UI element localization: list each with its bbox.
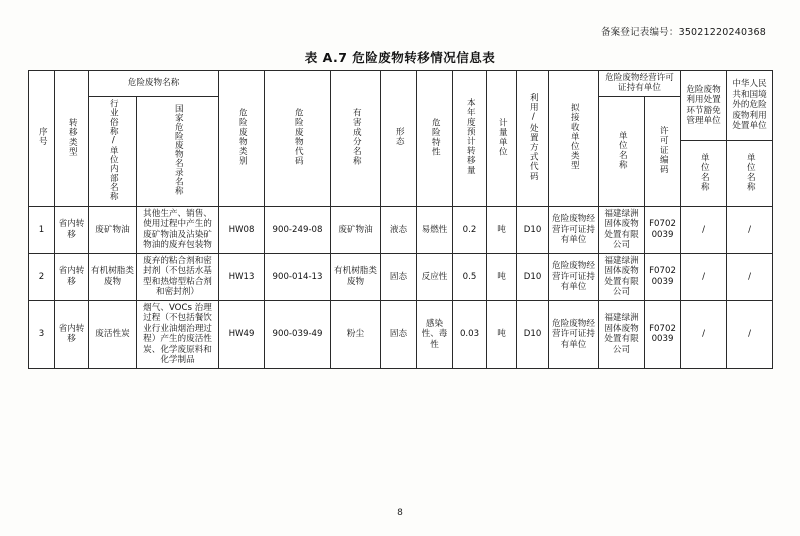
cell-harmful-component: 粉尘 [331, 300, 381, 368]
header-receiver-type: 拟接收单位类型 [549, 71, 599, 207]
cell-catalog-name: 废弃的粘合剂和密封剂（不包括水基型和热熔型粘合剂和密封剂） [137, 253, 219, 300]
cell-overseas-unit-name: / [727, 206, 773, 253]
cell-transfer-type: 省内转移 [55, 253, 89, 300]
cell-waste-code: 900-014-13 [265, 253, 331, 300]
table-body [29, 206, 773, 368]
cell-transfer-type: 省内转移 [55, 300, 89, 368]
cell-unit: 吨 [487, 300, 517, 368]
header-unit: 计量单位 [487, 71, 517, 207]
header-group-waste-name: 危险废物名称 [89, 71, 219, 97]
cell-form: 固态 [381, 300, 417, 368]
cell-planned-amount: 0.5 [453, 253, 487, 300]
header-overseas-unit-name: 单位名称 [727, 141, 773, 207]
cell-overseas-unit-name: / [727, 300, 773, 368]
header-disposal-code: 利用/处置方式代码 [517, 71, 549, 207]
document-number: 备案登记表编号：35021220240368 [600, 27, 766, 38]
header-waste-code: 危险废物代码 [265, 71, 331, 207]
cell-receiver-type: 危险废物经营许可证持有单位 [549, 253, 599, 300]
cell-industry-name: 废活性炭 [89, 300, 137, 368]
cell-license-code: F07020039 [645, 206, 681, 253]
header-license-unit-name: 单位名称 [599, 96, 645, 206]
table-row [29, 300, 773, 368]
header-hazard-property: 危险特性 [417, 71, 453, 207]
header-group-license-unit: 危险废物经营许可证持有单位 [599, 71, 681, 97]
header-group-exempt-unit: 危险废物利用处置环节豁免管理单位 [681, 71, 727, 141]
cell-license-code: F07020039 [645, 300, 681, 368]
cell-no: 3 [29, 300, 55, 368]
cell-exempt-unit-name: / [681, 206, 727, 253]
cell-hazard-property: 反应性 [417, 253, 453, 300]
cell-hazard-property: 感染性、毒性 [417, 300, 453, 368]
header-form: 形态 [381, 71, 417, 207]
cell-catalog-name: 其他生产、销售、使用过程中产生的废矿物油及沾染矿物油的废弃包装物 [137, 206, 219, 253]
cell-exempt-unit-name: / [681, 300, 727, 368]
cell-catalog-name: 烟气、VOCs 治理过程（不包括餐饮业行业油烟治理过程）产生的废活性炭、化学废原料和化学制品 [137, 300, 219, 368]
cell-waste-category: HW49 [219, 300, 265, 368]
cell-waste-category: HW08 [219, 206, 265, 253]
header-transfer-type: 转移类型 [55, 71, 89, 207]
cell-license-code: F07020039 [645, 253, 681, 300]
cell-receiver-type: 危险废物经营许可证持有单位 [549, 300, 599, 368]
page-title: 表 A.7 危险废物转移情况信息表 [304, 50, 496, 65]
cell-license-unit-name: 福建绿洲固体废物处置有限公司 [599, 206, 645, 253]
cell-no: 2 [29, 253, 55, 300]
header-harmful-component: 有害成分名称 [331, 71, 381, 207]
cell-transfer-type: 省内转移 [55, 206, 89, 253]
waste-transfer-table-wrapper [28, 70, 772, 369]
header-catalog-name: 国家危险废物名录名称 [137, 96, 219, 206]
cell-license-unit-name: 福建绿洲固体废物处置有限公司 [599, 300, 645, 368]
cell-disposal-code: D10 [517, 253, 549, 300]
table-header-row-1 [29, 71, 773, 97]
header-no: 序号 [29, 71, 55, 207]
cell-exempt-unit-name: / [681, 253, 727, 300]
cell-harmful-component: 废矿物油 [331, 206, 381, 253]
table-row [29, 206, 773, 253]
cell-industry-name: 废矿物油 [89, 206, 137, 253]
cell-planned-amount: 0.2 [453, 206, 487, 253]
cell-waste-code: 900-039-49 [265, 300, 331, 368]
cell-planned-amount: 0.03 [453, 300, 487, 368]
header-planned-amount: 本年度预计转移量 [453, 71, 487, 207]
cell-no: 1 [29, 206, 55, 253]
cell-unit: 吨 [487, 253, 517, 300]
cell-overseas-unit-name: / [727, 253, 773, 300]
cell-waste-code: 900-249-08 [265, 206, 331, 253]
header-license-code: 许可证编码 [645, 96, 681, 206]
cell-disposal-code: D10 [517, 300, 549, 368]
cell-license-unit-name: 福建绿洲固体废物处置有限公司 [599, 253, 645, 300]
header-group-overseas-unit: 中华人民共和国境外的危险废物利用处置单位 [727, 71, 773, 141]
cell-harmful-component: 有机树脂类废物 [331, 253, 381, 300]
waste-transfer-table [28, 70, 773, 369]
header-exempt-unit-name: 单位名称 [681, 141, 727, 207]
cell-form: 固态 [381, 253, 417, 300]
cell-disposal-code: D10 [517, 206, 549, 253]
cell-industry-name: 有机树脂类废物 [89, 253, 137, 300]
cell-hazard-property: 易燃性 [417, 206, 453, 253]
table-row [29, 253, 773, 300]
cell-form: 液态 [381, 206, 417, 253]
page-number: 8 [397, 508, 403, 518]
cell-waste-category: HW13 [219, 253, 265, 300]
header-industry-name: 行业俗称/单位内部名称 [89, 96, 137, 206]
header-waste-category: 危险废物类别 [219, 71, 265, 207]
cell-receiver-type: 危险废物经营许可证持有单位 [549, 206, 599, 253]
cell-unit: 吨 [487, 206, 517, 253]
